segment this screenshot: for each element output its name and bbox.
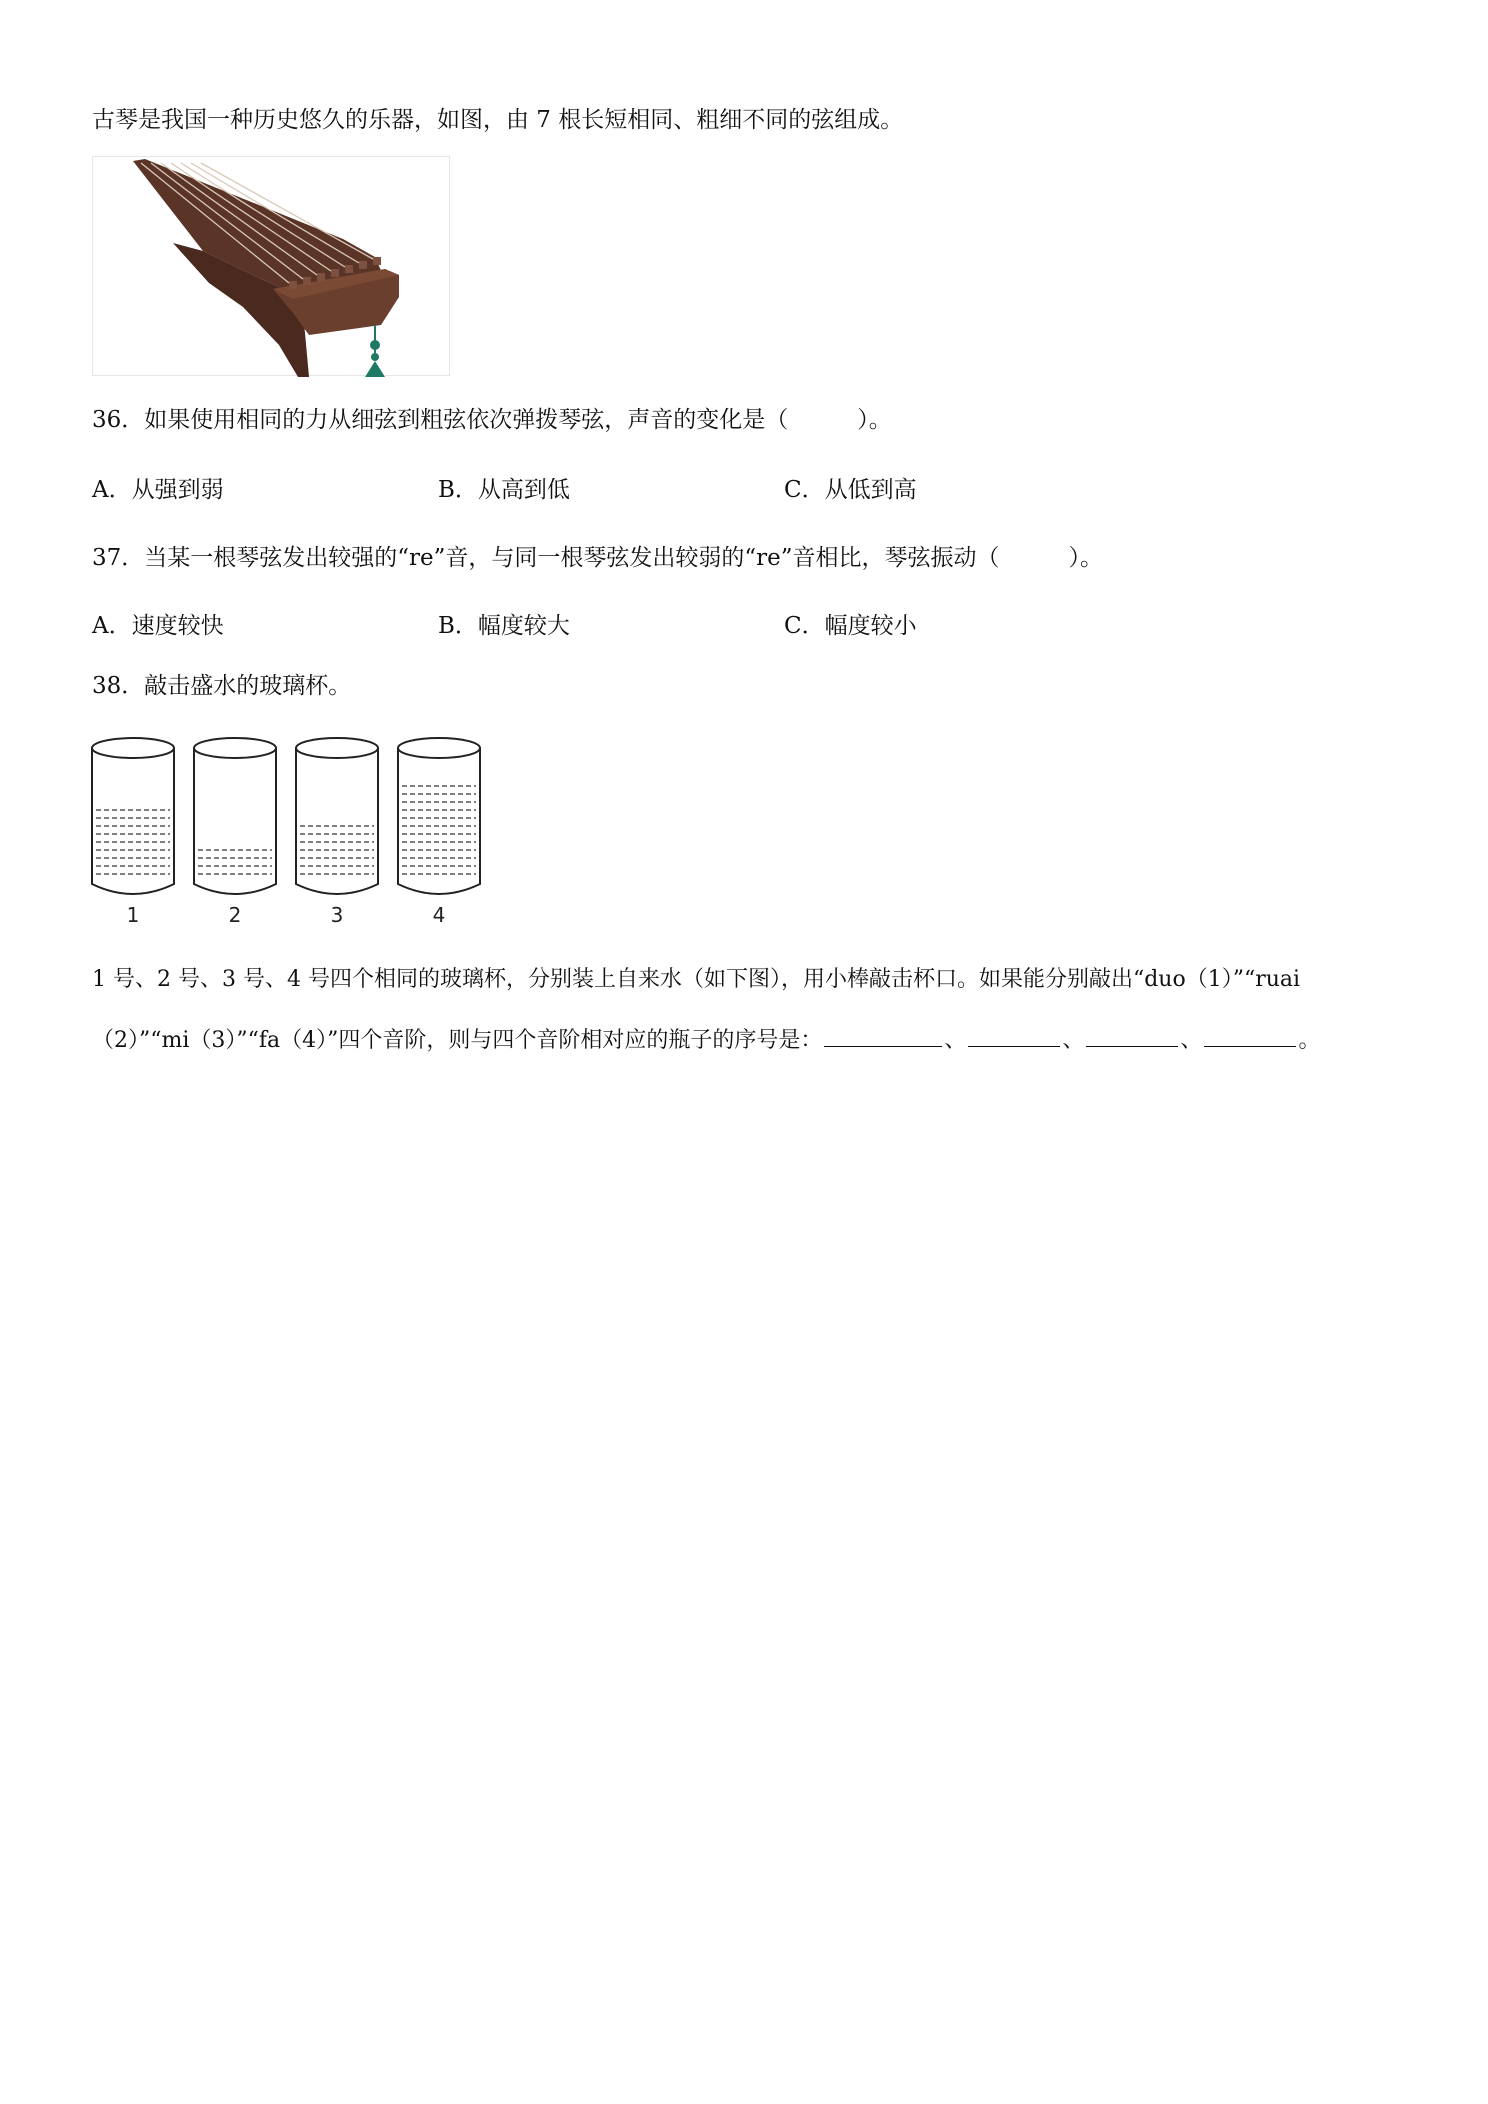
answer-blank-1[interactable] [824,1022,942,1047]
separator-3: 、 [1180,1028,1203,1053]
cup-rim [296,738,378,758]
cup-label-1: 1 [126,903,140,926]
period: 。 [1298,1028,1321,1053]
cup-body [92,748,174,894]
glass-cup-2 [194,738,276,926]
glass-cups-figure [88,726,488,926]
cup-body [194,748,276,894]
cup-rim [398,738,480,758]
cup-rim [92,738,174,758]
q36-stem: 36．如果使用相同的力从细弦到粗弦依次弹拨琴弦，声音的变化是（ ）。 [92,407,892,433]
q36-option-a[interactable]: A．从强到弱 [92,477,224,503]
glass-cups-image [88,726,488,926]
answer-blank-4[interactable] [1204,1022,1296,1047]
cup-body [398,748,480,894]
q37-stem: 37．当某一根琴弦发出较强的“re”音，与同一根琴弦发出较弱的“re”音相比，琴弦振动（ ）。 [92,545,1104,571]
q37-option-a[interactable]: A．速度较快 [92,613,224,639]
glass-cup-4 [398,738,480,926]
answer-blank-2[interactable] [968,1022,1060,1047]
q37-option-b[interactable]: B．幅度较大 [438,613,570,639]
cup-label-2: 2 [228,903,242,926]
guqin-tassel [365,325,385,377]
glass-cup-3 [296,738,378,926]
cup-label-3: 3 [330,903,344,926]
q38-stem: 38．敲击盛水的玻璃杯。 [92,673,352,699]
q38-line2-text: （2）”“mi（3）”“fa（4）”四个音阶，则与四个音阶相对应的瓶子的序号是： [92,1028,823,1053]
separator-2: 、 [1062,1028,1085,1053]
q37-option-c[interactable]: C．幅度较小 [784,613,917,639]
cup-body [296,748,378,894]
cup-rim [194,738,276,758]
q36-option-c[interactable]: C．从低到高 [784,477,917,503]
guqin-figure [92,156,450,376]
separator-1: 、 [944,1028,967,1053]
cup-label-4: 4 [432,903,446,926]
intro-text: 古琴是我国一种历史悠久的乐器，如图，由 7 根长短相同、粗细不同的弦组成。 [92,107,904,133]
guqin-image [93,157,451,377]
q38-description-line1: 1 号、2 号、3 号、4 号四个相同的玻璃杯，分别装上自来水（如下图），用小棒敲击杯口。如果能分别敲出“duo（1）”“ruai [92,967,1301,992]
glass-cup-1 [92,738,174,926]
answer-blank-3[interactable] [1086,1022,1178,1047]
q36-option-b[interactable]: B．从高到低 [438,477,570,503]
q38-description-line2 [92,1022,1320,1057]
